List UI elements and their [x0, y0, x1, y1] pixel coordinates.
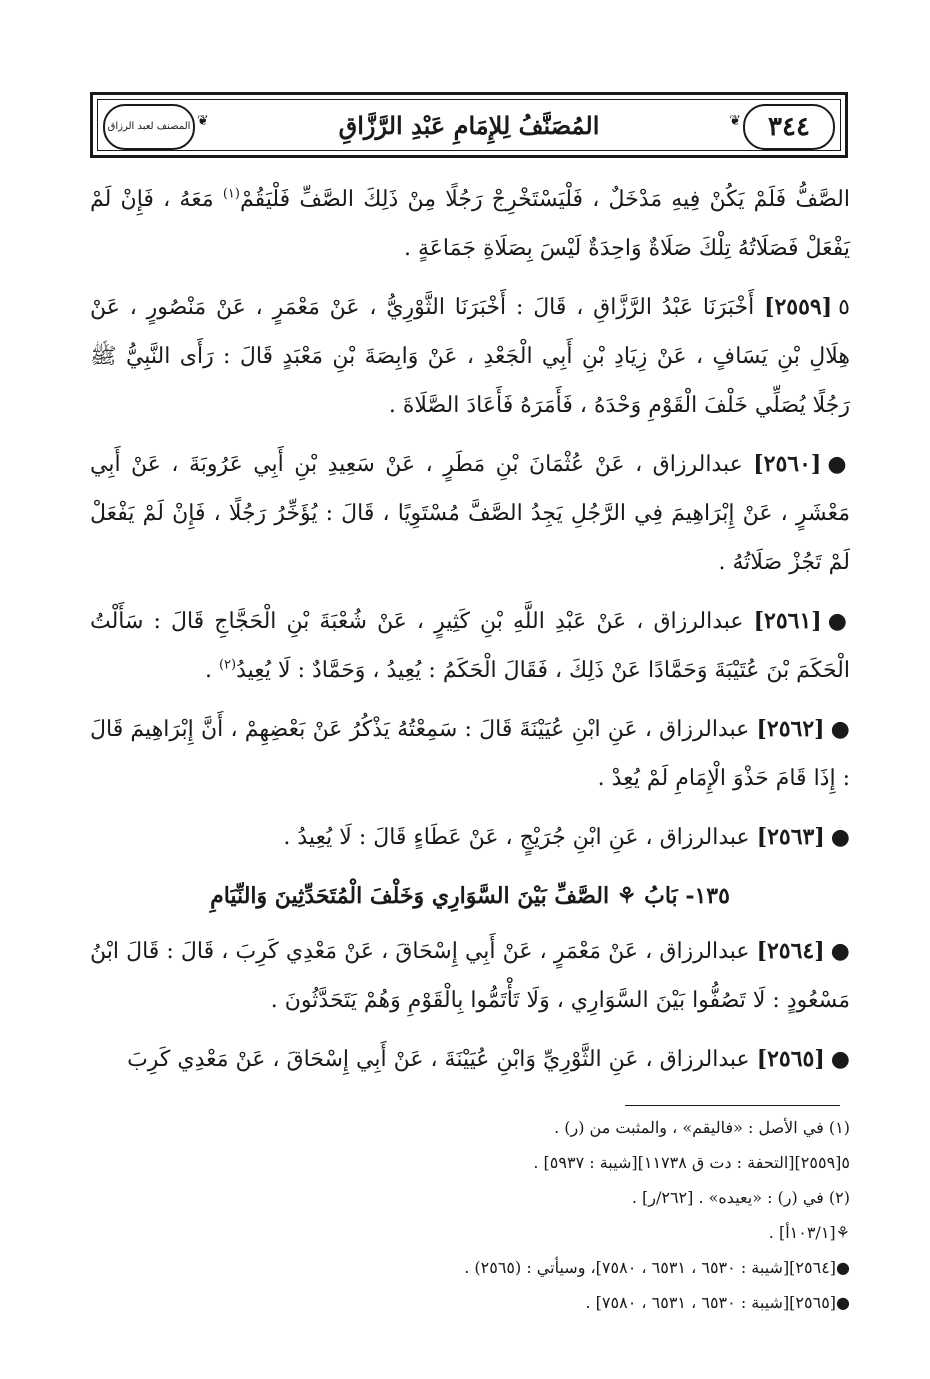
footnote-ref: (٢) [218, 657, 237, 673]
hadith-number: [٢٥٦٢] [756, 716, 825, 742]
marker-icon: ٥ [838, 295, 850, 320]
hadith-text: عبدالرزاق ، عَنِ ابْنِ جُرَيْجٍ ، عَنْ عَطَاءٍ قَالَ : لَا يُعِيدُ . [283, 825, 750, 850]
hadith-text: عبدالرزاق ، عَنْ عَبْدِ اللَّهِ بْنِ كَثِيرٍ ، عَنْ شُعْبَةَ بْنِ الْحَجَّاجِ قَالَ : سَأَلْتُ الْحَكَمَ بْنَ عُتَيْبَةَ وَحَمَّادًا عَنْ ذَلِكَ ، فَقَالَ الْحَكَمُ : يُعِيدُ ، وَحَمَّادٌ : لَا يُعِيدُ [90, 609, 850, 683]
footnote-ref: (١) [222, 186, 240, 202]
chapter-heading: ١٣٥- بَابُ ⚘ الصَّفِّ بَيْنَ السَّوَارِي وَخَلْفَ الْمُتَحَدِّثِينَ وَالنِّيَامِ [210, 883, 730, 909]
ornament-icon: ❦ [197, 113, 209, 129]
hadith-number: [٢٥٥٩] [764, 294, 833, 320]
footnote-item: (٢) في (ر) : «يعيده» . [٢٦٢/ر] . [631, 1188, 850, 1207]
footnote-item: ●[٢٥٦٤][شيبة : ٦٥٣٠ ، ٦٥٣١ ، ٧٥٨٠]، وسيأتي : (٢٥٦٥) . [464, 1258, 850, 1277]
hadith-number: [٢٥٦٠] [753, 451, 822, 477]
footnotes [90, 1110, 850, 1320]
footnote-divider [625, 1105, 840, 1106]
hadith-2564 [90, 927, 850, 1025]
footnote-item: ٥[٢٥٥٩][التحفة : دت ق ١١٧٣٨][شيبة : ٥٩٣٧] . [533, 1153, 850, 1172]
bullet-icon: ● [830, 939, 850, 964]
hadith-2565 [90, 1035, 850, 1084]
ornament-icon: ❦ [729, 113, 741, 129]
logo-text: المصنف لعبد الرزاق [107, 121, 191, 132]
hadith-text: عبدالرزاق ، عَنِ الثَّوْرِيِّ وَابْنِ عُيَيْنَةَ ، عَنْ أَبِي إِسْحَاقَ ، عَنْ مَعْدِي كَرِبَ [127, 1047, 750, 1072]
hadith-number: [٢٥٦٥] [756, 1046, 825, 1072]
page-number: ٣٤٤ [768, 112, 810, 142]
hadith-text: عبدالرزاق ، عَنْ مَعْمَرٍ ، عَنْ أَبِي إِسْحَاقَ ، عَنْ مَعْدِي كَرِبَ ، قَالَ : قَالَ ابْنُ مَسْعُودٍ : لَا تَصُفُّوا بَيْنَ السَّوَارِي ، وَلَا تَأْتَمُّوا بِالْقَوْمِ وَهُمْ يَتَحَدَّثُونَ . [90, 939, 850, 1013]
hadith-number: [٢٥٦١] [753, 608, 822, 634]
bullet-icon: ● [830, 717, 850, 742]
hadith-number: [٢٥٦٣] [756, 824, 825, 850]
hadith-2562 [90, 705, 850, 803]
hadith-2561: ●[٢٥٦١] عبدالرزاق ، عَنْ عَبْدِ اللَّهِ بْنِ كَثِيرٍ ، عَنْ شُعْبَةَ بْنِ الْحَجَّاجِ قَالَ : سَأَلْتُ الْحَكَمَ بْنَ عُتَيْبَةَ وَحَمَّادًا عَنْ ذَلِكَ ، فَقَالَ الْحَكَمُ : يُعِيدُ ، وَحَمَّادٌ : لَا يُعِيدُ$^{(٢)}$ . [90, 608, 850, 683]
hadith-text: عبدالرزاق ، عَنْ عُثْمَانَ بْنِ مَطَرٍ ، عَنْ سَعِيدِ بْنِ أَبِي عَرُوبَةَ ، عَنْ أَبِي مَعْشَرٍ ، عَنْ إِبْرَاهِيمَ فِي الرَّجُلِ يَجِدُ الصَّفَّ مُسْتَوِيًا ، قَالَ : يُؤَخِّرُ رَجُلًا ، فَإِنْ لَمْ يَفْعَلْ لَمْ تَجُزْ صَلَاتُهُ . [90, 452, 850, 575]
footnote-item: ⚘[١٠٣/١أ] . [768, 1223, 850, 1242]
running-title: المُصَنَّفُ لِلإِمَامِ عَبْدِ الرَّزَّاقِ [338, 110, 600, 140]
bullet-icon: ● [827, 609, 850, 634]
hadith-2563 [90, 813, 850, 862]
bullet-icon: ● [830, 825, 850, 850]
bullet-icon: ● [830, 1047, 850, 1072]
page-number-medallion [743, 104, 835, 150]
main-text [90, 175, 850, 1094]
hadith-text: عبدالرزاق ، عَنِ ابْنِ عُيَيْنَةَ قَالَ : سَمِعْتُهُ يَذْكُرُ عَنْ بَعْضِهِمْ ، أَنَّ إِبْرَاهِيمَ قَالَ : إِذَا قَامَ حَذْوَ الْإِمَامِ لَمْ يُعِدْ . [90, 717, 850, 791]
logo-seal [103, 104, 195, 150]
hadith-number: [٢٥٦٤] [756, 938, 825, 964]
page-header [90, 92, 848, 158]
bullet-icon: ● [827, 452, 850, 477]
hadith-2559 [90, 283, 850, 430]
footnote-item: (١) في الأصل : «فاليقم» ، والمثبت من (ر) . [554, 1118, 850, 1137]
hadith-text: أَخْبَرَنَا عَبْدُ الرَّزَّاقِ ، قَالَ : أَخْبَرَنَا الثَّوْرِيُّ ، عَنْ مَعْمَرٍ ، عَنْ مَنْصُورٍ ، عَنْ هِلَالِ بْنِ يَسَافٍ ، عَنْ زِيَادِ بْنِ أَبِي الْجَعْدِ ، عَنْ وَابِصَةَ بْنِ مَعْبَدٍ قَالَ : رَأَى النَّبِيُّ ﷺ رَجُلًا يُصَلِّي خَلْفَ الْقَوْمِ وَحْدَهُ ، فَأَمَرَهُ فَأَعَادَ الصَّلَاةَ . [90, 295, 850, 418]
footnote-item: ●[٢٥٦٥][شيبة : ٦٥٣٠ ، ٦٥٣١ ، ٧٥٨٠] . [585, 1293, 850, 1312]
paragraph-continuation: الصَّفُّ فَلَمْ يَكُنْ فِيهِ مَدْخَلٌ ، فَلْيَسْتَخْرِجْ رَجُلًا مِنْ ذَلِكَ الصَّفِّ فَلْيَقُمْ$^{(١)}$ مَعَهُ ، فَإِنْ لَمْ يَفْعَلْ فَصَلَاتُهُ تِلْكَ صَلَاةٌ وَاحِدَةٌ لَيْسَ بِصَلَاةِ جَمَاعَةٍ . [90, 186, 850, 261]
hadith-2560 [90, 440, 850, 587]
